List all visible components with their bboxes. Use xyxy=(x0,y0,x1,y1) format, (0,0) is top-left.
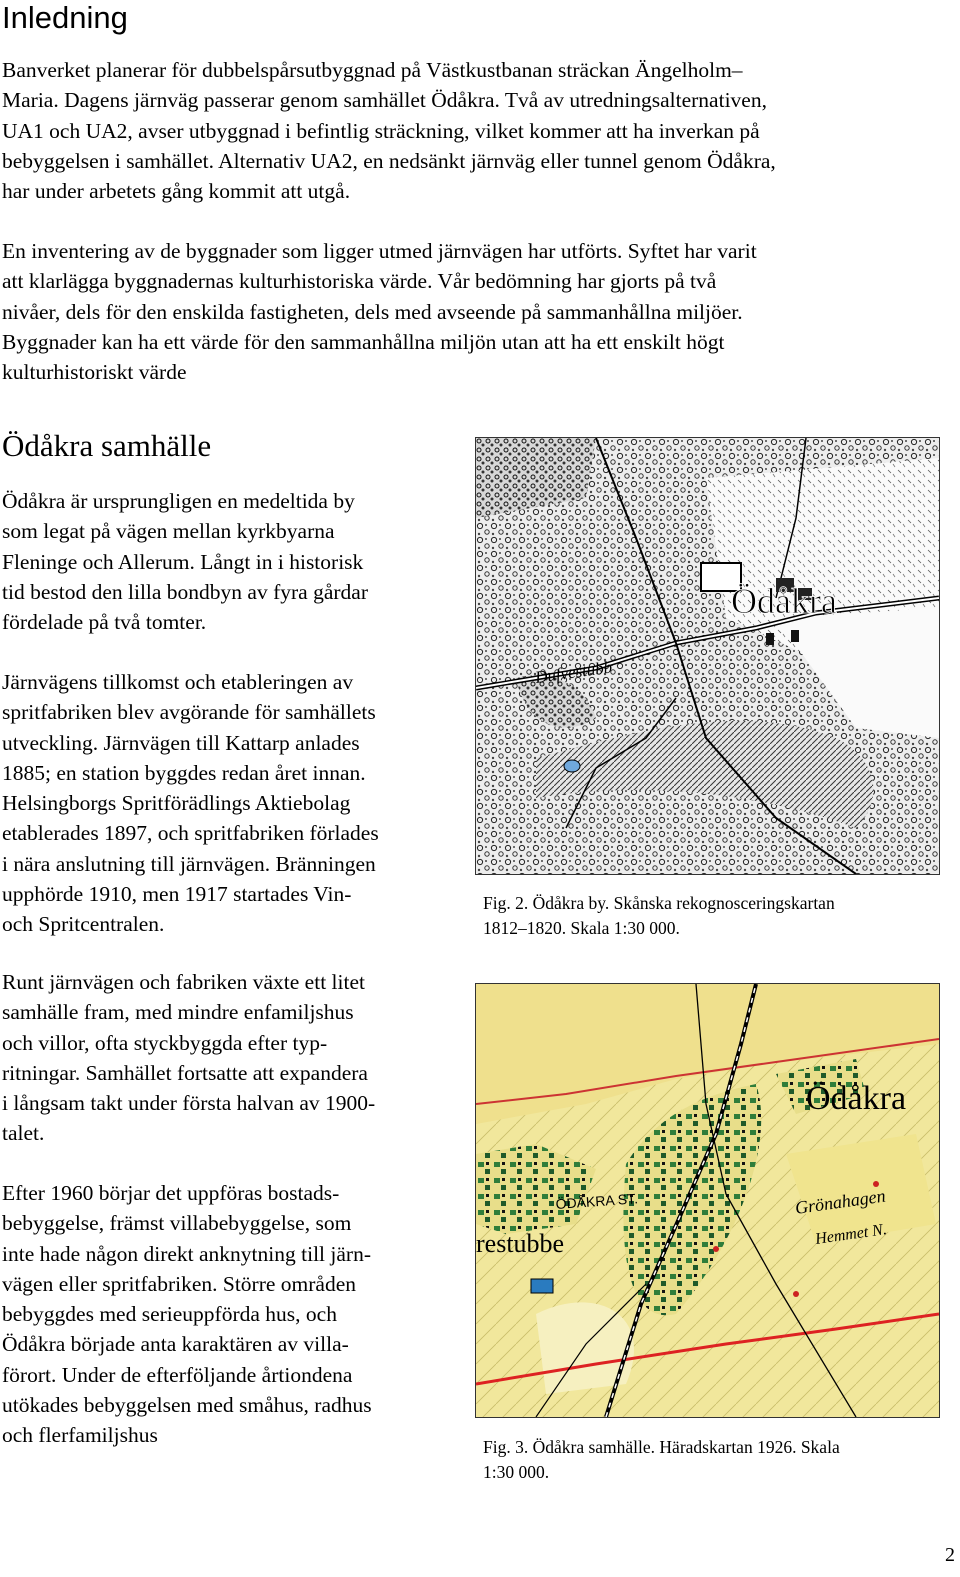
text-line: utökades bebyggelsen med småhus, radhus xyxy=(2,1393,372,1418)
caption-line: Fig. 2. Ödåkra by. Skånska rekognosceringskartan xyxy=(483,893,835,913)
text-line: i nära anslutning till järnvägen. Bränningen xyxy=(2,851,376,876)
page-heading: Inledning xyxy=(2,0,128,35)
text-line: har under arbetets gång kommit att utgå. xyxy=(2,179,351,204)
text-line: upphörde 1910, men 1917 startades Vin- xyxy=(2,882,352,907)
fig3-label-gronahagen: Grönahagen xyxy=(793,1185,887,1218)
fig3-label-odakra-station: ÖDÅKRA ST. xyxy=(555,1190,639,1212)
section-paragraph-3 xyxy=(2,967,467,1149)
text-line: ritningar. Samhället fortsatte att expandera xyxy=(2,1060,368,1085)
text-line: att klarlägga byggnadernas kulturhistoriska värde. Vår bedömning har gjorts på två xyxy=(2,269,717,294)
fig2-map-drawing xyxy=(476,438,939,874)
text-line: som legat på vägen mellan kyrkbyarna xyxy=(2,519,335,544)
text-line: inte hade någon direkt anknytning till järn- xyxy=(2,1241,371,1266)
text-line: fördelade på två tomter. xyxy=(2,610,207,635)
text-line: bebyggelsen i samhället. Alternativ UA2, en nedsänkt järnväg eller tunnel genom Ödåkra, xyxy=(2,148,776,173)
text-line: Byggnader kan ha ett värde för den sammanhållna miljön utan att ha ett enskilt högt xyxy=(2,329,725,354)
text-line: kulturhistoriskt värde xyxy=(2,360,187,385)
caption-line: 1812–1820. Skala 1:30 000. xyxy=(483,918,680,938)
text-line: Runt järnvägen och fabriken växte ett litet xyxy=(2,970,365,994)
text-line: och flerfamiljshus xyxy=(2,1423,158,1448)
caption-line: 1:30 000. xyxy=(483,1462,550,1482)
text-line: och Spritcentralen. xyxy=(2,912,165,937)
text-line: och villor, ofta styckbyggda efter typ- xyxy=(2,1030,328,1055)
fig3-caption xyxy=(483,1435,943,1485)
text-line: Fleninge och Allerum. Långt in i historisk xyxy=(2,549,364,574)
section-paragraph-2 xyxy=(2,667,467,940)
text-line: talet. xyxy=(2,1121,45,1146)
fig3-map-drawing xyxy=(476,984,939,1417)
text-line: Helsingborgs Spritförädlings Aktiebolag xyxy=(2,791,351,816)
text-line: samhälle fram, med mindre enfamiljshus xyxy=(2,1000,354,1025)
text-line: bebyggdes med serieuppförda hus, och xyxy=(2,1302,337,1327)
caption-line: Fig. 3. Ödåkra samhälle. Häradskartan 1926. Skala xyxy=(483,1437,840,1457)
intro-paragraph-2 xyxy=(2,236,957,387)
fig2-caption xyxy=(483,891,943,941)
text-line: etablerades 1897, och spritfabriken förlades xyxy=(2,821,379,846)
fig3-label-restubbe: restubbe xyxy=(476,1229,565,1258)
text-line: En inventering av de byggnader som ligger utmed järnvägen har utförts. Syftet har varit xyxy=(2,239,757,263)
text-line: Banverket planerar för dubbelspårsutbyggnad på Västkustbanan sträckan Ängelholm– xyxy=(2,58,743,82)
text-line: vägen eller spritfabriken. Större områden xyxy=(2,1271,357,1296)
text-line: Maria. Dagens järnväg passerar genom samhället Ödåkra. Två av utredningsalternativen, xyxy=(2,88,767,113)
text-line: 1885; en station byggdes redan året innan. xyxy=(2,760,366,785)
text-line: nivåer, dels för den enskilda fastigheten, dels med avseende på sammanhållna miljöer. xyxy=(2,299,743,324)
text-line: Järnvägens tillkomst och etableringen av xyxy=(2,670,354,694)
fig3-map-image xyxy=(475,983,940,1418)
fig2-map-image xyxy=(475,437,940,875)
page-number: 2 xyxy=(945,1544,955,1566)
text-line: Ödåkra är ursprungligen en medeltida by xyxy=(2,489,355,513)
text-line: i långsam takt under första halvan av 1900- xyxy=(2,1091,376,1116)
intro-paragraph-1 xyxy=(2,55,957,206)
fig3-label-hemmet: Hemmet N. xyxy=(814,1221,888,1248)
section-paragraph-4 xyxy=(2,1178,467,1451)
text-line: UA1 och UA2, avser utbyggnad i befintlig sträckning, vilket kommer att ha inverkan på xyxy=(2,118,760,143)
text-line: spritfabriken blev avgörande för samhällets xyxy=(2,700,376,725)
section-heading: Ödåkra samhälle xyxy=(2,428,212,463)
section-paragraph-1 xyxy=(2,486,467,637)
text-line: förort. Under de efterföljande årtiondena xyxy=(2,1362,353,1387)
fig2-label-dufvestubb: Dufvestubb xyxy=(533,657,614,687)
fig2-label-odakra: Ödåkra xyxy=(731,581,837,621)
text-line: Ödåkra började anta karaktären av villa- xyxy=(2,1332,349,1357)
text-line: Efter 1960 börjar det uppföras bostads- xyxy=(2,1181,340,1205)
text-line: bebyggelse, främst villabebyggelse, som xyxy=(2,1211,352,1236)
text-line: utveckling. Järnvägen till Kattarp anlades xyxy=(2,730,360,755)
fig3-label-odakra: Ödåkra xyxy=(806,1080,907,1117)
text-line: tid bestod den lilla bondbyn av fyra gårdar xyxy=(2,579,368,604)
